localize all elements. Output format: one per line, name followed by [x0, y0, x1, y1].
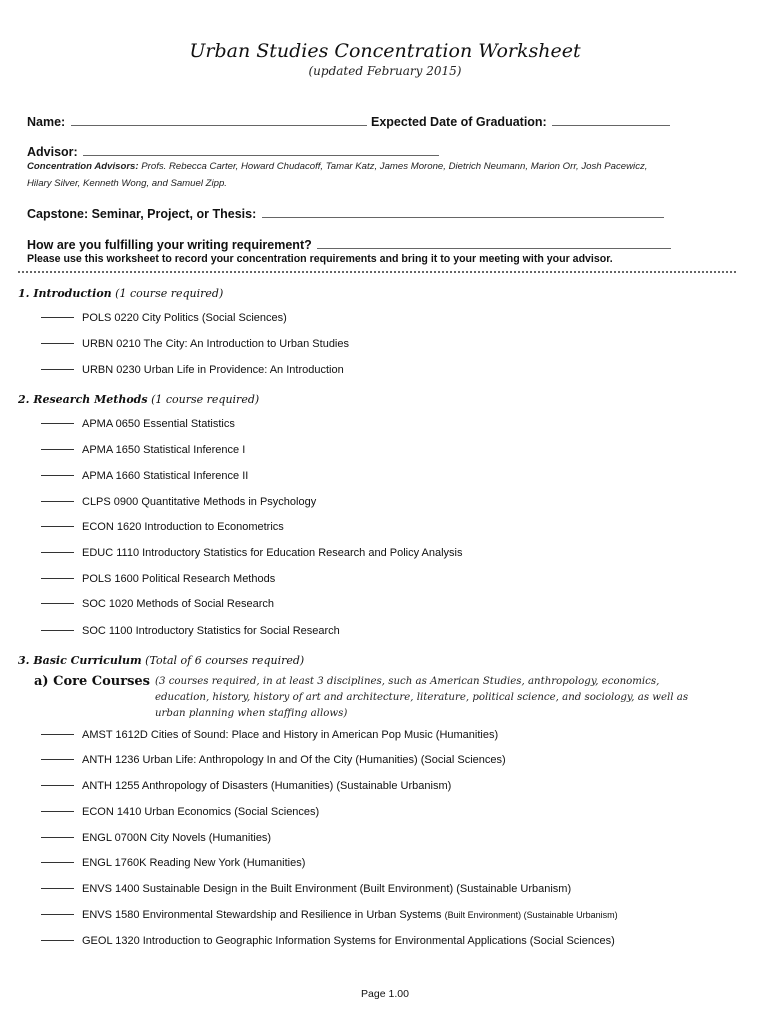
check-blank[interactable]	[41, 369, 74, 370]
course-label: ENGL 1760K Reading New York (Humanities)	[82, 857, 306, 869]
course-label: GEOL 1320 Introduction to Geographic Information Systems for Environmental Applications (Social Sciences)	[82, 935, 615, 947]
course-item	[41, 547, 463, 561]
graduation-field	[371, 115, 670, 129]
advisor-field	[27, 145, 439, 159]
section-note: (1 course required)	[151, 393, 260, 406]
page-number: Page 1.00	[361, 988, 409, 1000]
course-item	[41, 418, 235, 432]
course-item	[41, 883, 571, 897]
capstone-label: Capstone: Seminar, Project, or Thesis:	[27, 207, 257, 221]
check-blank[interactable]	[41, 423, 74, 424]
section-heading: 1. Introduction	[18, 287, 112, 300]
check-blank[interactable]	[41, 475, 74, 476]
name-label: Name:	[27, 115, 66, 129]
course-item	[41, 729, 498, 743]
name-field	[27, 115, 367, 129]
capstone-input-line[interactable]	[262, 207, 664, 218]
advisors-names-1: Profs. Rebecca Carter, Howard Chudacoff, Tamar Katz, James Morone, Dietrich Neumann, Marion Orr, Josh Pacewicz,	[141, 161, 648, 172]
course-label: URBN 0230 Urban Life in Providence: An Introduction	[82, 364, 344, 376]
check-blank[interactable]	[41, 552, 74, 553]
course-label: AMST 1612D Cities of Sound: Place and History in American Pop Music (Humanities)	[82, 729, 499, 741]
course-item	[41, 573, 275, 587]
name-input-line[interactable]	[71, 115, 367, 126]
section-note: (1 course required)	[115, 287, 224, 300]
course-item	[41, 444, 245, 458]
section-note: (Total of 6 courses required)	[145, 654, 305, 667]
course-label: ENGL 0700N City Novels (Humanities)	[82, 832, 272, 844]
section-heading: 3. Basic Curriculum	[18, 654, 142, 667]
course-item	[41, 625, 340, 639]
course-item	[41, 338, 349, 352]
advisor-input-line[interactable]	[83, 145, 439, 156]
course-label: SOC 1020 Methods of Social Research	[82, 598, 274, 610]
graduation-input-line[interactable]	[552, 115, 670, 126]
core-courses-description: (3 courses required, in at least 3 disciplines, such as American Studies, anthropology, economics, education, history, history of art and architecture, literature, political science, and sociology, as well as urban planning when staffing allows)	[155, 676, 689, 719]
course-item	[41, 364, 344, 378]
advisor-label: Advisor:	[27, 145, 78, 159]
course-label: APMA 1660 Statistical Inference II	[82, 470, 249, 482]
page-subtitle: (updated February 2015)	[308, 64, 462, 78]
course-label: ECON 1620 Introduction to Econometrics	[82, 521, 284, 533]
section-research-methods	[18, 393, 259, 406]
core-courses-heading: a) Core Courses	[34, 674, 150, 689]
course-item	[41, 521, 284, 535]
check-blank[interactable]	[41, 888, 74, 889]
course-label: POLS 1600 Political Research Methods	[82, 573, 276, 585]
check-blank[interactable]	[41, 343, 74, 344]
check-blank[interactable]	[41, 914, 74, 915]
check-blank[interactable]	[41, 734, 74, 735]
writing-input-line[interactable]	[317, 238, 671, 249]
course-label: POLS 0220 City Politics (Social Sciences)	[82, 312, 287, 324]
advisors-heading: Concentration Advisors:	[27, 161, 139, 172]
course-label: EDUC 1110 Introductory Statistics for Education Research and Policy Analysis	[82, 547, 463, 559]
course-label: CLPS 0900 Quantitative Methods in Psychology	[82, 496, 317, 508]
check-blank[interactable]	[41, 940, 74, 941]
course-label: ANTH 1255 Anthropology of Disasters (Humanities) (Sustainable Urbanism)	[82, 780, 452, 792]
course-label: ENVS 1400 Sustainable Design in the Built Environment (Built Environment) (Sustainable Urbanism)	[82, 883, 572, 895]
graduation-label: Expected Date of Graduation:	[371, 115, 547, 129]
course-item	[41, 754, 506, 768]
course-item	[41, 857, 305, 871]
course-label: APMA 0650 Essential Statistics	[82, 418, 235, 430]
writing-field	[27, 238, 671, 252]
section-introduction	[18, 287, 223, 300]
course-item	[41, 832, 271, 846]
course-item	[41, 909, 618, 923]
page-title: Urban Studies Concentration Worksheet	[189, 40, 581, 62]
check-blank[interactable]	[41, 785, 74, 786]
course-item	[41, 598, 274, 612]
check-blank[interactable]	[41, 603, 74, 604]
course-item	[41, 470, 248, 484]
course-label: SOC 1100 Introductory Statistics for Social Research	[82, 625, 340, 637]
check-blank[interactable]	[41, 449, 74, 450]
course-item	[41, 312, 287, 326]
check-blank[interactable]	[41, 811, 74, 812]
check-blank[interactable]	[41, 630, 74, 631]
course-label: ENVS 1580 Environmental Stewardship and Resilience in Urban Systems	[82, 909, 442, 921]
check-blank[interactable]	[41, 578, 74, 579]
section-heading: 2. Research Methods	[18, 393, 148, 406]
course-item	[41, 935, 615, 949]
section-basic-curriculum	[18, 654, 304, 667]
advisors-list-line1	[27, 161, 647, 172]
check-blank[interactable]	[41, 501, 74, 502]
course-label: ECON 1410 Urban Economics (Social Sciences)	[82, 806, 320, 818]
instructions: Please use this worksheet to record your concentration requirements and bring it to your meeting with your advisor.	[27, 253, 613, 265]
check-blank[interactable]	[41, 526, 74, 527]
course-item	[41, 780, 451, 794]
dotted-divider	[18, 271, 736, 273]
course-label: URBN 0210 The City: An Introduction to Urban Studies	[82, 338, 349, 350]
check-blank[interactable]	[41, 759, 74, 760]
advisors-names-2: Hilary Silver, Kenneth Wong, and Samuel Zipp.	[27, 178, 227, 189]
course-item	[41, 496, 316, 510]
check-blank[interactable]	[41, 317, 74, 318]
course-label: ANTH 1236 Urban Life: Anthropology In and Of the City (Humanities) (Social Sciences)	[82, 754, 506, 766]
check-blank[interactable]	[41, 862, 74, 863]
capstone-field	[27, 207, 664, 221]
course-tags: (Built Environment) (Sustainable Urbanism)	[444, 910, 618, 920]
check-blank[interactable]	[41, 837, 74, 838]
course-label: APMA 1650 Statistical Inference I	[82, 444, 246, 456]
writing-label: How are you fulfilling your writing requirement?	[27, 238, 312, 252]
course-item	[41, 806, 319, 820]
